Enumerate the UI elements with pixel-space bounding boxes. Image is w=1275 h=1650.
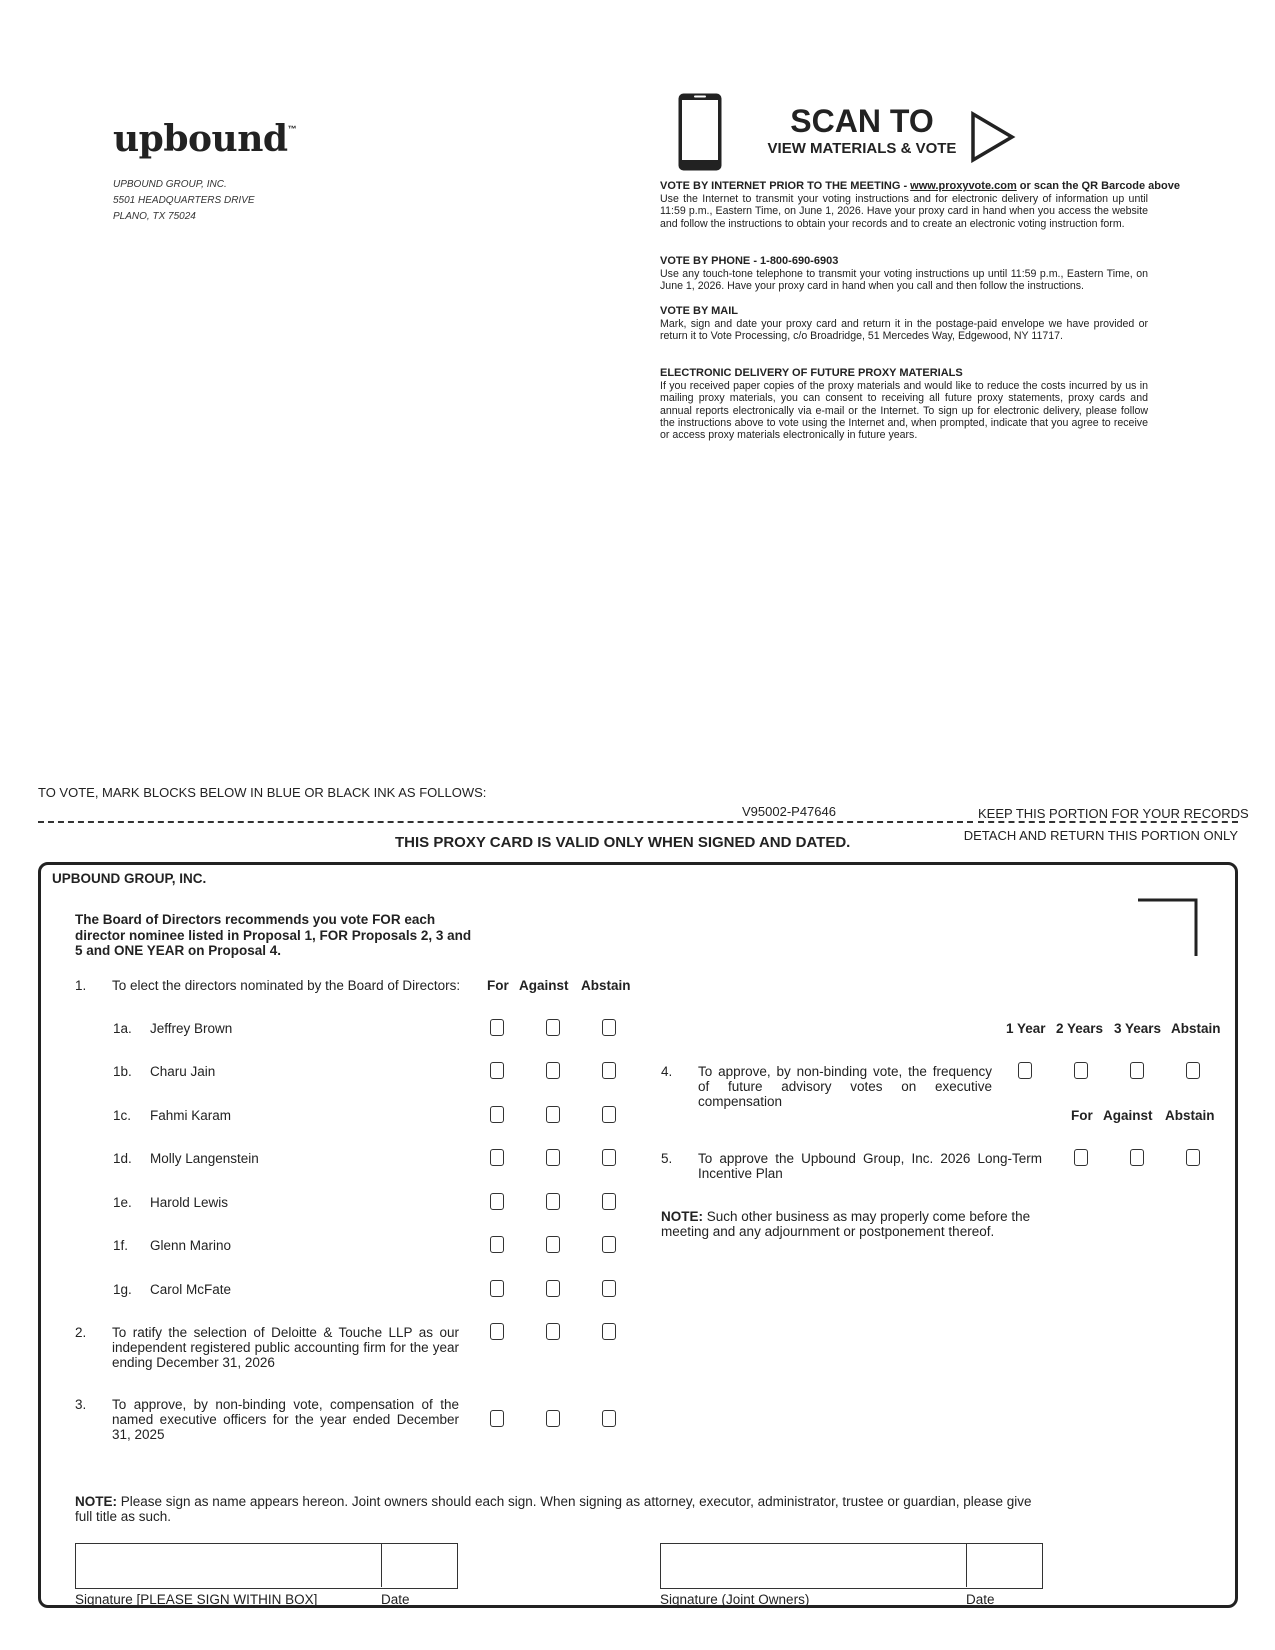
- edelivery-body: If you received paper copies of the proxy materials and would like to reduce the costs incurred by us in mailing proxy materials, you can consent to receiving all future proxy statements, proxy cards and annual reports electronically via e-mail or the Internet. To sign up for electronic delivery, please follow the instructions above to vote using the Internet and, when prompted, indicate that you agree to receive or access proxy materials electronically in future years.: [660, 380, 1148, 442]
- address-line: 5501 HEADQUARTERS DRIVE: [113, 195, 255, 206]
- date-divider: [966, 1543, 967, 1587]
- card-company-name: UPBOUND GROUP, INC.: [52, 871, 207, 886]
- proposal-3-number: 3.: [75, 1397, 87, 1412]
- col-header-against: Against: [1103, 1108, 1153, 1123]
- vote-abstain-checkbox[interactable]: [1186, 1062, 1200, 1079]
- detach-return-label: DETACH AND RETURN THIS PORTION ONLY: [963, 828, 1238, 843]
- mail-heading: VOTE BY MAIL: [660, 305, 739, 317]
- vote-abstain-checkbox[interactable]: [602, 1062, 616, 1079]
- vote-3-years-checkbox[interactable]: [1130, 1062, 1144, 1079]
- freq-header-abstain: Abstain: [1171, 1021, 1221, 1036]
- vote-abstain-checkbox[interactable]: [602, 1236, 616, 1253]
- vote-against-checkbox[interactable]: [546, 1410, 560, 1427]
- vote-against-checkbox[interactable]: [546, 1106, 560, 1123]
- vote-abstain-checkbox[interactable]: [602, 1410, 616, 1427]
- nominee-id: 1b.: [113, 1064, 132, 1079]
- freq-header-1-year: 1 Year: [1006, 1021, 1046, 1036]
- nominee-id: 1a.: [113, 1021, 132, 1036]
- nominee-id: 1f.: [113, 1238, 129, 1253]
- vote-abstain-checkbox[interactable]: [1186, 1149, 1200, 1166]
- freq-header-3-years: 3 Years: [1114, 1021, 1162, 1036]
- proxyvote-link[interactable]: www.proxyvote.com: [910, 180, 1017, 192]
- internet-heading-prefix: VOTE BY INTERNET PRIOR TO THE MEETING -: [660, 180, 911, 192]
- nominee-name: Charu Jain: [150, 1064, 216, 1079]
- date-divider: [381, 1543, 382, 1587]
- edelivery-heading: ELECTRONIC DELIVERY OF FUTURE PROXY MATERIALS: [660, 367, 963, 379]
- vote-for-checkbox[interactable]: [490, 1236, 504, 1253]
- vote-for-checkbox[interactable]: [490, 1323, 504, 1340]
- phone-instructions: [660, 255, 1148, 293]
- logo-text: upbound: [113, 118, 288, 160]
- internet-instructions: [660, 180, 1180, 230]
- internet-body: Use the Internet to transmit your voting instructions and for electronic delivery of information up until 11:59 p.m., Eastern Time, on June 1, 2026. Have your proxy card in hand when you access the website and follow the instructions to obtain your records and to create an electronic voting instruction form.: [660, 193, 1148, 230]
- company-address: [113, 177, 255, 225]
- signature-label: Signature [PLEASE SIGN WITHIN BOX]: [75, 1592, 318, 1607]
- note-label: NOTE:: [661, 1209, 703, 1224]
- vote-against-checkbox[interactable]: [546, 1280, 560, 1297]
- vote-for-checkbox[interactable]: [490, 1149, 504, 1166]
- detach-line: [38, 821, 973, 823]
- col-header-abstain: Abstain: [1165, 1108, 1215, 1123]
- board-recommendation: The Board of Directors recommends you vote FOR each director nominee listed in Proposal 1, FOR Proposals 2, 3 and 5 and ONE YEAR on Proposal 4.: [75, 912, 472, 958]
- note-text: Please sign as name appears hereon. Joint owners should each sign. When signing as attorney, executor, administrator, trustee or guardian, please give full title as such.: [75, 1494, 1032, 1524]
- nominee-id: 1e.: [113, 1195, 132, 1210]
- proposal-4-text: To approve, by non-binding vote, the frequency of future advisory votes on executive compensation: [698, 1064, 992, 1109]
- address-line: UPBOUND GROUP, INC.: [113, 179, 227, 190]
- company-logo: [113, 118, 296, 160]
- phone-body: Use any touch-tone telephone to transmit your voting instructions up until 11:59 p.m., Eastern Time, on June 1, 2026. Have your proxy card in hand when you call and then follow the instructions.: [660, 268, 1148, 293]
- vote-for-checkbox[interactable]: [490, 1193, 504, 1210]
- logo-trademark: ™: [287, 124, 297, 134]
- vote-for-checkbox[interactable]: [490, 1062, 504, 1079]
- edelivery-instructions: [660, 367, 1148, 441]
- proposal-2-text: To ratify the selection of Deloitte & Touche LLP as our independent registered public accounting firm for the year ending December 31, 2026: [112, 1325, 459, 1370]
- internet-heading: [660, 180, 1180, 193]
- joint-signature-box[interactable]: [660, 1543, 1043, 1589]
- vote-abstain-checkbox[interactable]: [602, 1323, 616, 1340]
- control-number: V95002-P47646: [742, 804, 836, 819]
- note-text: Such other business as may properly come before the meeting and any adjournment or postponement thereof.: [661, 1209, 1031, 1239]
- vote-for-checkbox[interactable]: [490, 1280, 504, 1297]
- nominee-name: Jeffrey Brown: [150, 1021, 233, 1036]
- corner-mark: [1138, 898, 1198, 956]
- vote-abstain-checkbox[interactable]: [602, 1193, 616, 1210]
- vote-against-checkbox[interactable]: [546, 1062, 560, 1079]
- vote-abstain-checkbox[interactable]: [602, 1149, 616, 1166]
- signature-box[interactable]: [75, 1543, 458, 1589]
- nominee-id: 1d.: [113, 1151, 132, 1166]
- to-vote-instruction: TO VOTE, MARK BLOCKS BELOW IN BLUE OR BLACK INK AS FOLLOWS:: [38, 785, 487, 800]
- col-header-abstain: Abstain: [581, 978, 631, 993]
- joint-signature-label: Signature (Joint Owners): [660, 1592, 810, 1607]
- vote-for-checkbox[interactable]: [490, 1410, 504, 1427]
- col-header-against: Against: [519, 978, 569, 993]
- vote-2-years-checkbox[interactable]: [1074, 1062, 1088, 1079]
- smartphone-icon: [677, 92, 723, 172]
- nominee-name: Carol McFate: [150, 1282, 232, 1297]
- nominee-name: Fahmi Karam: [150, 1108, 232, 1123]
- note-other-business: [661, 1209, 1046, 1239]
- proposal-5-text: To approve the Upbound Group, Inc. 2026 Long-Term Incentive Plan: [698, 1151, 1042, 1181]
- proposal-3-text: To approve, by non-binding vote, compensation of the named executive officers for the year ended December 31, 2025: [112, 1397, 459, 1442]
- nominee-id: 1g.: [113, 1282, 132, 1297]
- note-label: NOTE:: [75, 1494, 117, 1509]
- nominee-id: 1c.: [113, 1108, 132, 1123]
- col-header-for: For: [487, 978, 509, 993]
- scan-title: SCAN TO: [790, 103, 934, 139]
- valid-notice: THIS PROXY CARD IS VALID ONLY WHEN SIGNED AND DATED.: [395, 834, 851, 851]
- nominee-name: Molly Langenstein: [150, 1151, 259, 1166]
- nominee-name: Glenn Marino: [150, 1238, 232, 1253]
- freq-header-2-years: 2 Years: [1056, 1021, 1104, 1036]
- detach-line: [978, 821, 1238, 823]
- keep-portion-label: KEEP THIS PORTION FOR YOUR RECORDS: [978, 806, 1249, 821]
- vote-for-checkbox[interactable]: [490, 1019, 504, 1036]
- mail-body: Mark, sign and date your proxy card and return it in the postage-paid envelope we have provided or return it to Vote Processing, c/o Broadridge, 51 Mercedes Way, Edgewood, NY 11717.: [660, 318, 1148, 343]
- phone-heading: VOTE BY PHONE - 1-800-690-6903: [660, 255, 839, 267]
- proposal-4-number: 4.: [661, 1064, 673, 1079]
- vote-against-checkbox[interactable]: [546, 1193, 560, 1210]
- mail-instructions: [660, 305, 1148, 343]
- internet-heading-suffix: or scan the QR Barcode above: [1016, 180, 1180, 192]
- date-label: Date: [966, 1592, 995, 1607]
- proposal-1-number: 1.: [75, 978, 87, 993]
- nominee-name: Harold Lewis: [150, 1195, 229, 1210]
- col-header-for: For: [1071, 1108, 1093, 1123]
- proposal-2-number: 2.: [75, 1325, 87, 1340]
- vote-against-checkbox[interactable]: [1130, 1149, 1144, 1166]
- vote-abstain-checkbox[interactable]: [602, 1106, 616, 1123]
- vote-against-checkbox[interactable]: [546, 1019, 560, 1036]
- vote-1-year-checkbox[interactable]: [1018, 1062, 1032, 1079]
- address-line: PLANO, TX 75024: [113, 211, 196, 222]
- vote-for-checkbox[interactable]: [1074, 1149, 1088, 1166]
- vote-against-checkbox[interactable]: [546, 1149, 560, 1166]
- vote-against-checkbox[interactable]: [546, 1323, 560, 1340]
- date-label: Date: [381, 1592, 410, 1607]
- scan-subtitle: VIEW MATERIALS & VOTE: [767, 140, 957, 157]
- proposal-5-number: 5.: [661, 1151, 673, 1166]
- proposal-1-text: To elect the directors nominated by the Board of Directors:: [112, 978, 461, 993]
- vote-against-checkbox[interactable]: [546, 1236, 560, 1253]
- vote-abstain-checkbox[interactable]: [602, 1280, 616, 1297]
- note-signing: [75, 1494, 1045, 1524]
- vote-abstain-checkbox[interactable]: [602, 1019, 616, 1036]
- play-arrow-icon: [970, 111, 1016, 163]
- vote-for-checkbox[interactable]: [490, 1106, 504, 1123]
